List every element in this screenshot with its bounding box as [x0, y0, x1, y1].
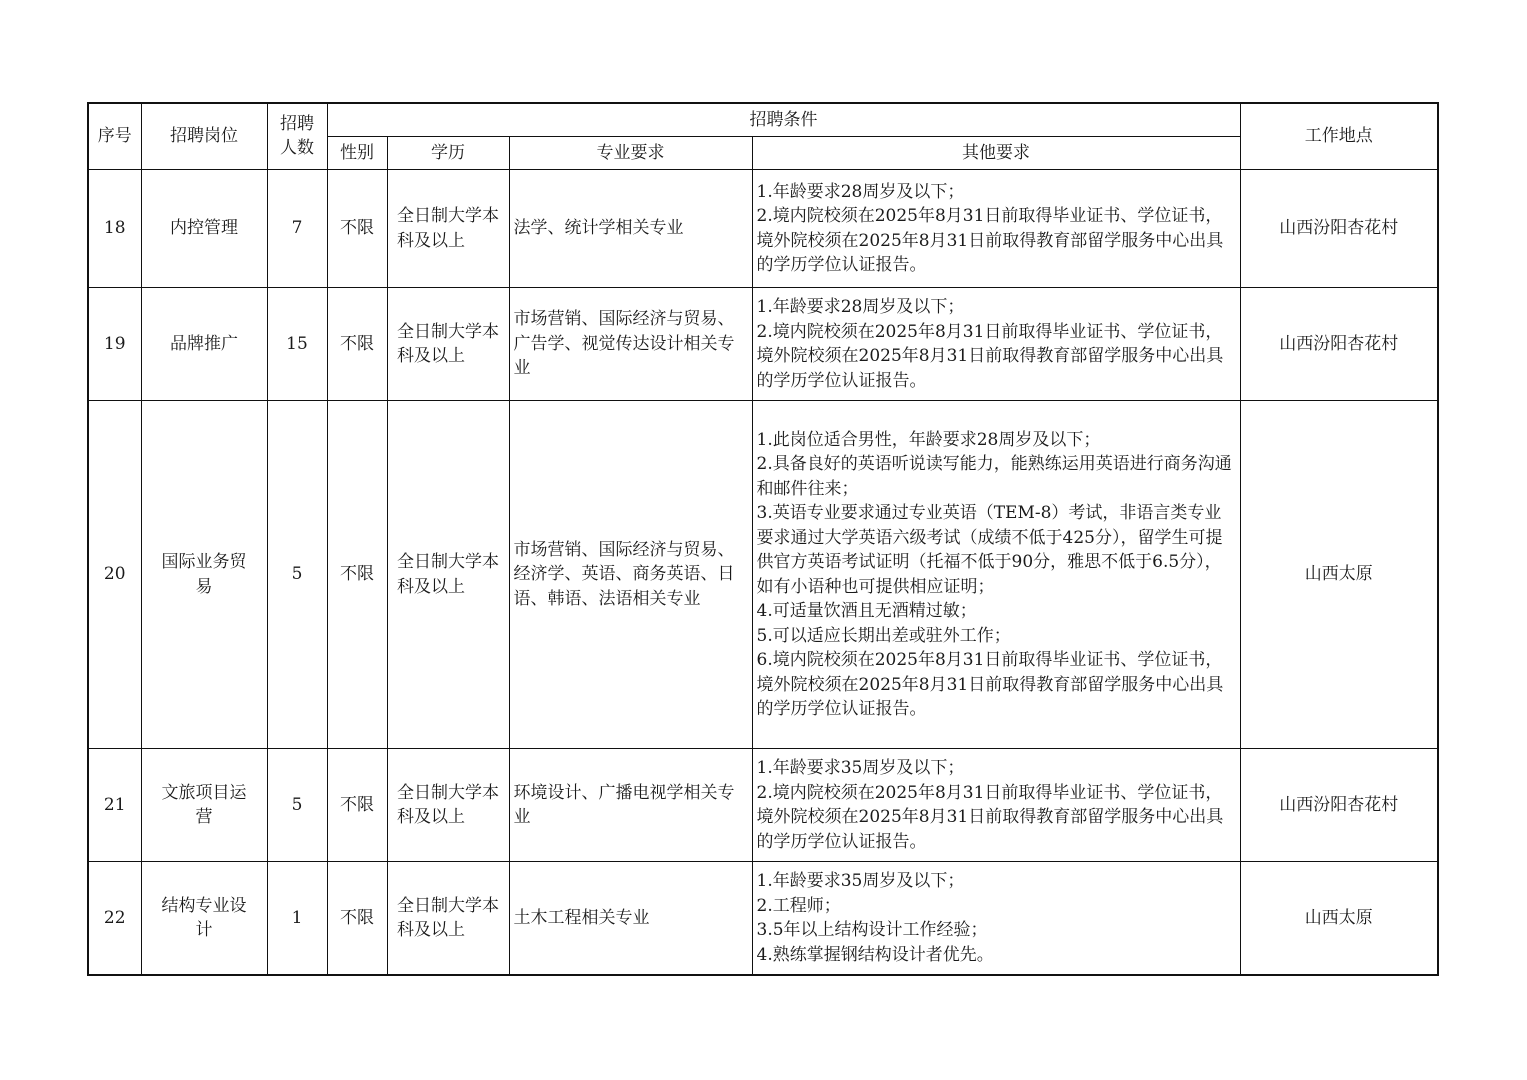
requirement-line: 2.具备良好的英语听说读写能力，能熟练运用英语进行商务沟通和邮件往来；: [756, 454, 1232, 499]
requirement-line: 3.英语专业要求通过专业英语（TEM-8）考试，非语言类专业要求通过大学英语六级考试（成绩不低于425分），留学生可提供官方英语考试证明（托福不低于90分，雅思不低于6.5分），如有小语种也可提供相应证明；: [756, 503, 1223, 597]
requirement-line: 4.可适量饮酒且无酒精过敏；: [756, 601, 977, 621]
requirement-line: 1.年龄要求28周岁及以下；: [756, 181, 965, 202]
cell-major: 市场营销、国际经济与贸易、经济学、英语、商务英语、日语、韩语、法语相关专业: [509, 401, 752, 749]
education-text: 全日制大学本科及以上: [397, 206, 499, 251]
cell-index: 21: [88, 749, 141, 862]
requirement-line: 6.境内院校须在2025年8月31日前取得毕业证书、学位证书，境外院校须在2025年8月31日前取得教育部留学服务中心出具的学历学位认证报告。: [756, 650, 1224, 719]
cell-location: 山西汾阳杏花村: [1240, 749, 1438, 862]
position-text: 文旅项目运营: [161, 782, 247, 827]
cell-gender: 不限: [327, 170, 387, 288]
cell-education: [387, 862, 509, 976]
cell-location: 山西太原: [1240, 401, 1438, 749]
header-gender: 性别: [327, 137, 387, 170]
requirement-line: 5.可以适应长期出差或驻外工作；: [756, 625, 1011, 646]
cell-count: 1: [267, 862, 327, 976]
cell-index: 22: [88, 862, 141, 976]
requirement-line: 2.工程师；: [756, 895, 841, 916]
cell-major: 法学、统计学相关专业: [509, 170, 752, 288]
cell-gender: 不限: [327, 862, 387, 976]
cell-position: [141, 862, 267, 976]
cell-gender: 不限: [327, 401, 387, 749]
cell-major: 土木工程相关专业: [509, 862, 752, 976]
cell-index: 20: [88, 401, 141, 749]
cell-position: [141, 401, 267, 749]
cell-location: 山西汾阳杏花村: [1240, 170, 1438, 288]
table-row: [88, 401, 1438, 749]
table-row: [88, 288, 1438, 401]
education-text: 全日制大学本科及以上: [397, 895, 499, 940]
cell-major: 市场营销、国际经济与贸易、广告学、视觉传达设计相关专业: [509, 288, 752, 401]
cell-education: [387, 749, 509, 862]
cell-position: [141, 749, 267, 862]
cell-other: [752, 401, 1240, 749]
requirement-line: 1.年龄要求35周岁及以下；: [756, 871, 965, 891]
header-position: 招聘岗位: [141, 103, 267, 170]
cell-other: [752, 862, 1240, 976]
cell-index: 18: [88, 170, 141, 288]
cell-count: 15: [267, 288, 327, 401]
recruitment-table: [87, 102, 1439, 976]
cell-count: 5: [267, 749, 327, 862]
requirement-line: 2.境内院校须在2025年8月31日前取得毕业证书、学位证书，境外院校须在2025年8月31日前取得教育部留学服务中心出具的学历学位认证报告。: [756, 321, 1224, 391]
education-text: 全日制大学本科及以上: [397, 782, 499, 827]
cell-index: 19: [88, 288, 141, 401]
header-location: 工作地点: [1240, 103, 1438, 170]
requirement-line: 4.熟练掌握钢结构设计者优先。: [756, 944, 994, 965]
position-text: 结构专业设计: [161, 895, 247, 940]
requirement-line: 1.年龄要求28周岁及以下；: [756, 297, 965, 317]
table-row: [88, 170, 1438, 288]
cell-education: [387, 170, 509, 288]
header-count: [267, 103, 327, 170]
cell-location: 山西汾阳杏花村: [1240, 288, 1438, 401]
cell-gender: 不限: [327, 288, 387, 401]
header-other: 其他要求: [752, 137, 1240, 170]
requirement-line: 2.境内院校须在2025年8月31日前取得毕业证书、学位证书，境外院校须在2025年8月31日前取得教育部留学服务中心出具的学历学位认证报告。: [756, 206, 1224, 275]
cell-gender: 不限: [327, 749, 387, 862]
position-text: 品牌推广: [170, 333, 238, 354]
requirement-line: 2.境内院校须在2025年8月31日前取得毕业证书、学位证书，境外院校须在2025年8月31日前取得教育部留学服务中心出具的学历学位认证报告。: [756, 782, 1224, 852]
cell-count: 7: [267, 170, 327, 288]
cell-major: 环境设计、广播电视学相关专业: [509, 749, 752, 862]
requirement-line: 3.5年以上结构设计工作经验；: [756, 920, 988, 940]
cell-count: 5: [267, 401, 327, 749]
table-row: [88, 862, 1438, 976]
header-index: 序号: [88, 103, 141, 170]
education-text: 全日制大学本科及以上: [397, 321, 499, 366]
cell-location: 山西太原: [1240, 862, 1438, 976]
position-text: 内控管理: [170, 218, 238, 239]
cell-other: [752, 749, 1240, 862]
table-body: [88, 170, 1438, 976]
header-conditions: 招聘条件: [327, 103, 1240, 137]
requirement-line: 1.此岗位适合男性，年龄要求28周岁及以下；: [756, 429, 1101, 450]
requirement-line: 1.年龄要求35周岁及以下；: [756, 758, 965, 778]
position-text: 国际业务贸易: [161, 552, 247, 597]
cell-education: [387, 288, 509, 401]
cell-education: [387, 401, 509, 749]
table-row: [88, 749, 1438, 862]
cell-position: [141, 288, 267, 401]
cell-position: [141, 170, 267, 288]
cell-other: [752, 288, 1240, 401]
header-major: 专业要求: [509, 137, 752, 170]
education-text: 全日制大学本科及以上: [397, 552, 499, 597]
cell-other: [752, 170, 1240, 288]
header-count-label: 招聘人数: [279, 114, 314, 159]
header-education: 学历: [387, 137, 509, 170]
